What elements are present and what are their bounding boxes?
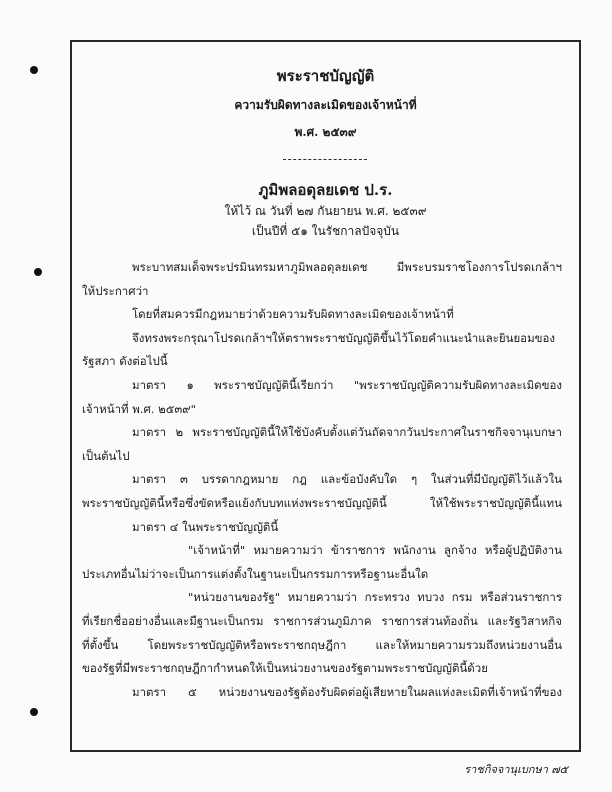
punch-hole-middle <box>34 268 42 276</box>
punch-hole-bottom <box>30 708 38 716</box>
section-1-line-1: มาตรา ๑ พระราชบัญญัตินี้เรียกว่า "พระราชบัญญัติความรับผิดทางละเมิดของ <box>132 377 562 392</box>
paragraph-2-line-1: โดยที่สมควรมีกฎหมายว่าด้วยความรับผิดทางละเมิดของเจ้าหน้าที่ <box>132 307 454 322</box>
definition-official-line-1: "เจ้าหน้าที่" หมายความว่า ข้าราชการ พนักงาน ลูกจ้าง หรือผู้ปฏิบัติงาน <box>188 543 562 558</box>
king-signature: ภูมิพลอดุลยเดช ป.ร. <box>258 181 393 199</box>
page-footer: ราชกิจจานุเบกษา ๗๕ <box>464 763 568 776</box>
section-5-line-1: มาตรา ๕ หน่วยงานของรัฐต้องรับผิดต่อผู้เสียหายในผลแห่งละเมิดที่เจ้าหน้าที่ของ <box>132 684 562 699</box>
definition-agency-line-4: ของรัฐที่มีพระราชกฤษฎีกากำหนดให้เป็นหน่วยงานของรัฐตามพระราชบัญญัตินี้ด้วย <box>82 661 488 676</box>
document-subtitle: ความรับผิดทางละเมิดของเจ้าหน้าที่ <box>234 98 417 112</box>
section-3-line-2: พระราชบัญญัตินี้หรือซึ่งขัดหรือแย้งกับบทแห่งพระราชบัญญัตินี้ ให้ใช้พระราชบัญญัตินี้แทน <box>82 495 562 510</box>
punch-hole-top <box>30 66 38 74</box>
section-4-line-1: มาตรา ๔ ในพระราชบัญญัตินี้ <box>132 519 279 534</box>
given-date: ให้ไว้ ณ วันที่ ๒๗ กันยายน พ.ศ. ๒๕๓๙ <box>224 204 427 218</box>
paragraph-1-line-2: ให้ประกาศว่า <box>82 283 149 298</box>
paragraph-3-line-1: จึงทรงพระกรุณาโปรดเกล้าฯให้ตราพระราชบัญญัติขึ้นไว้โดยคำแนะนำและยินยอมของ <box>132 330 556 345</box>
section-3-line-1: มาตรา ๓ บรรดากฎหมาย กฎ และข้อบังคับใด ๆ ในส่วนที่มีบัญญัติไว้แล้วใน <box>132 472 562 487</box>
definition-agency-line-3: ที่ตั้งขึ้น โดยพระราชบัญญัติหรือพระราชกฤษฎีกา และให้หมายความรวมถึงหน่วยงานอื่น <box>82 637 562 652</box>
body-text <box>82 256 562 704</box>
divider-line: ----------------- <box>282 152 369 166</box>
paragraph-1-line-1: พระบาทสมเด็จพระปรมินทรมหาภูมิพลอดุลยเดช มีพระบรมราชโองการโปรดเกล้าฯ <box>132 260 562 274</box>
document-year: พ.ศ. ๒๕๓๙ <box>294 125 357 139</box>
section-2-line-1: มาตรา ๒ พระราชบัญญัตินี้ให้ใช้บังคับตั้งแต่วันถัดจากวันประกาศในราชกิจจานุเบกษา <box>132 425 562 440</box>
definition-official-line-2: ประเภทอื่นไม่ว่าจะเป็นการแต่งตั้งในฐานะเป็นกรรมการหรือฐานะอื่นใด <box>82 566 429 581</box>
definition-agency-line-2: ที่เรียกชื่ออย่างอื่นและมีฐานะเป็นกรม ราชการส่วนภูมิภาค ราชการส่วนท้องถิ่น และรัฐวิสาหกิจ <box>82 613 562 628</box>
section-1-line-2: เจ้าหน้าที่ พ.ศ. ๒๕๓๙" <box>82 401 196 416</box>
paragraph-3-line-2: รัฐสภา ดังต่อไปนี้ <box>82 354 168 369</box>
document-title: พระราชบัญญัติ <box>276 67 375 85</box>
section-2-line-2: เป็นต้นไป <box>82 448 130 463</box>
reign-year: เป็นปีที่ ๕๑ ในรัชกาลปัจจุบัน <box>251 224 400 238</box>
definition-agency-line-1: "หน่วยงานของรัฐ" หมายความว่า กระทรวง ทบวง กรม หรือส่วนราชการ <box>188 590 562 605</box>
